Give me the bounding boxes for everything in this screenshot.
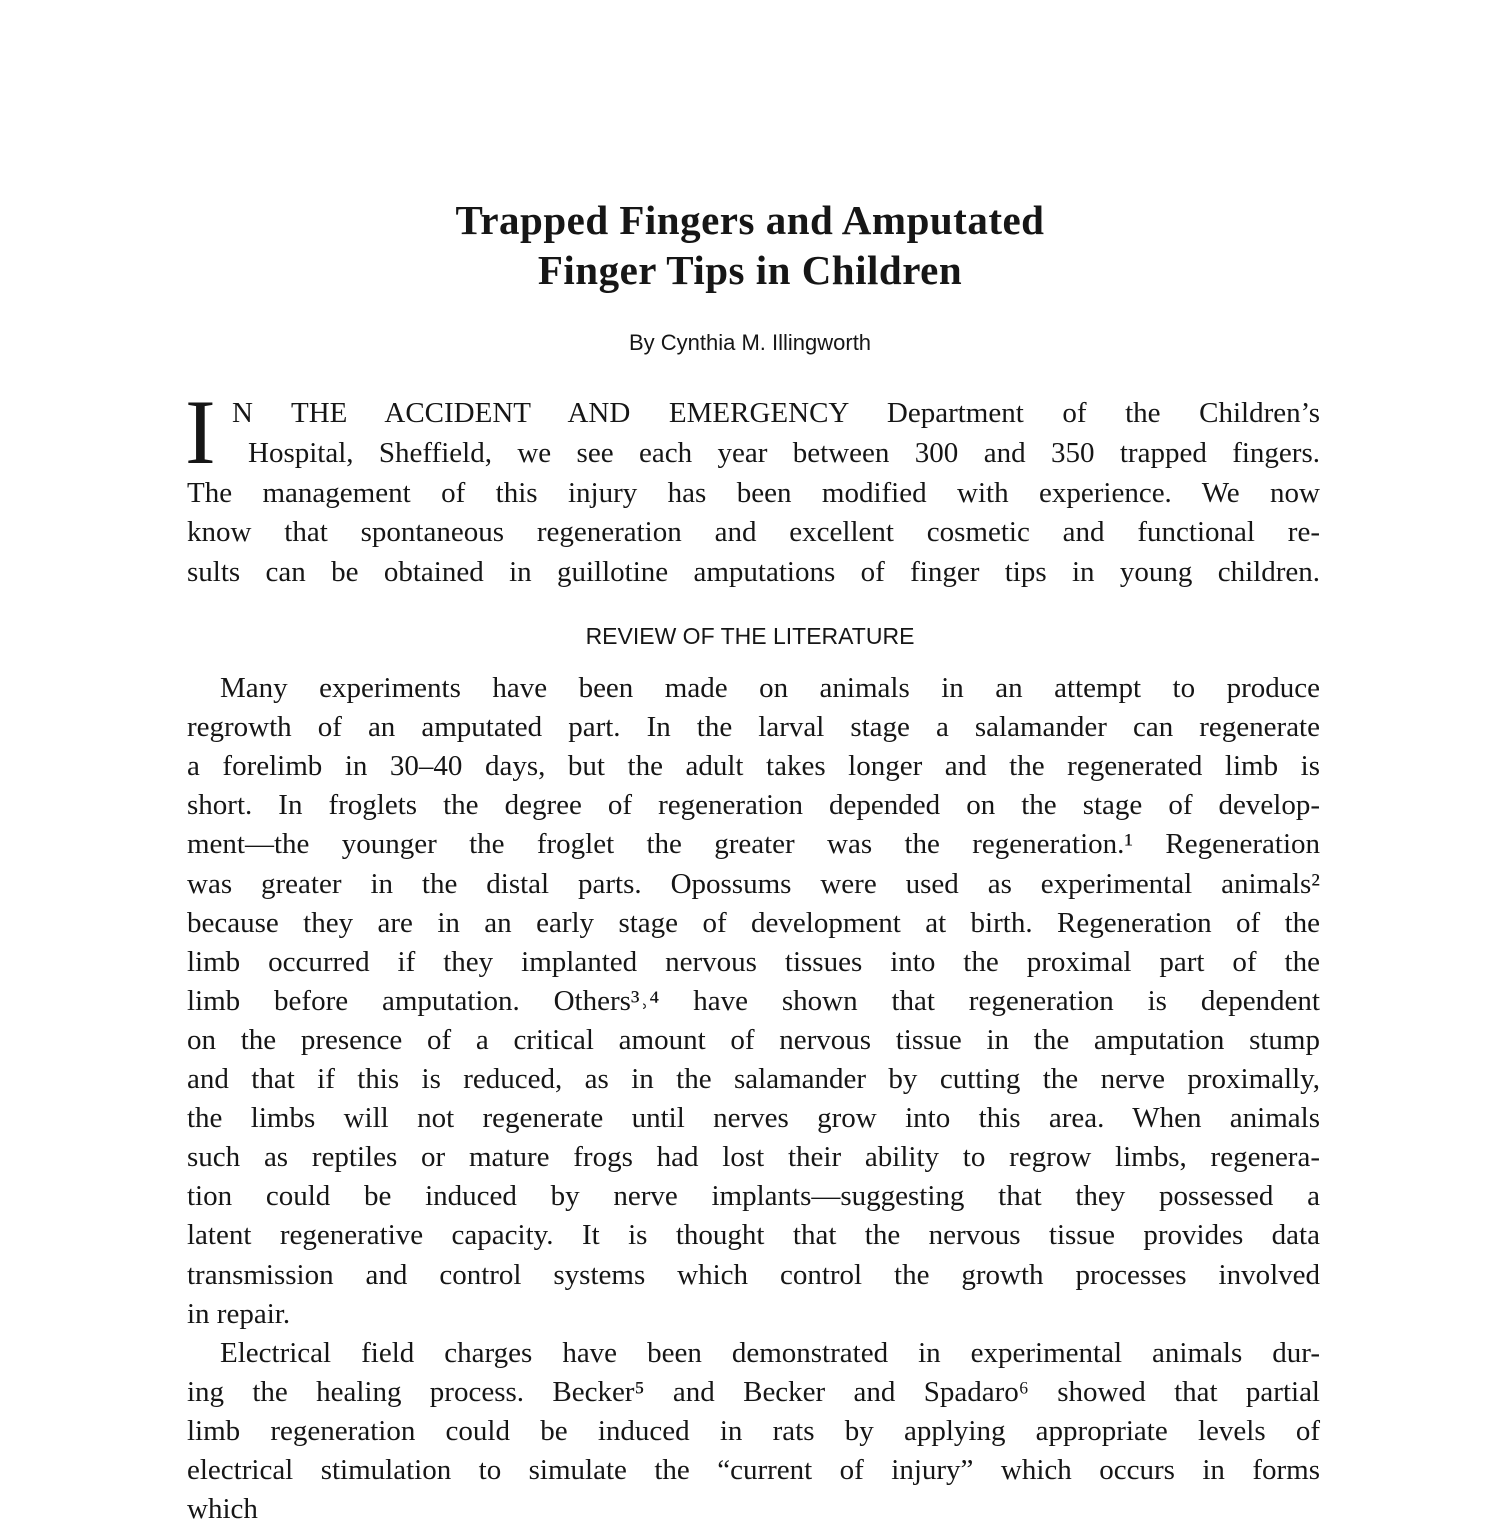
text-line: short. In froglets the degree of regeneration depended on the stage of develop- [187,789,1320,822]
text-line: ing the healing process. Becker⁵ and Becker and Spadaro⁶ showed that partial [187,1376,1320,1409]
title-line-2: Finger Tips in Children [537,247,963,293]
text-line: was greater in the distal parts. Opossums were used as experimental animals² [187,867,1320,900]
intro-line: The management of this injury has been modified with experience. We now [187,477,1320,509]
text-line: limb before amputation. Others³˒⁴ have shown that regeneration is dependent [187,984,1320,1017]
text-line: Many experiments have been made on animals in an attempt to produce [220,672,1320,704]
text-line: transmission and control systems which control the growth processes involved [187,1258,1320,1291]
text-line: in repair. [187,1297,291,1330]
text-line: the limbs will not regenerate until nerves grow into this area. When animals [187,1102,1320,1135]
intro-line: N THE ACCIDENT AND EMERGENCY Department of the Children’s [232,397,1320,429]
text-line: Electrical field charges have been demonstrated in experimental animals dur- [220,1337,1320,1369]
text-line: because they are in an early stage of development at birth. Regeneration of the [187,906,1320,939]
drop-cap: I [185,381,216,483]
intro-line: Hospital, Sheffield, we see each year between 300 and 350 trapped fingers. [248,437,1320,469]
intro-line: know that spontaneous regeneration and excellent cosmetic and functional re- [187,516,1320,548]
text-line: regrowth of an amputated part. In the larval stage a salamander can regenerate [187,711,1320,744]
text-line: on the presence of a critical amount of nervous tissue in the amputation stump [187,1023,1320,1056]
intro-line: sults can be obtained in guillotine amputations of finger tips in young children. [187,556,1320,588]
text-line: such as reptiles or mature frogs had lost their ability to regrow limbs, regenera- [187,1141,1320,1174]
text-line: a forelimb in 30–40 days, but the adult takes longer and the regenerated limb is [187,750,1320,783]
author-byline: By Cynthia M. Illingworth [628,330,872,355]
text-line: limb regeneration could be induced in rats by applying appropriate levels of [187,1415,1320,1448]
text-line: latent regenerative capacity. It is thought that the nervous tissue provides data [187,1219,1320,1252]
text-line: limb occurred if they implanted nervous tissues into the proximal part of the [187,945,1320,978]
text-line: and that if this is reduced, as in the salamander by cutting the nerve proximally, [187,1063,1320,1095]
text-line: electrical stimulation to simulate the “current of injury” which occurs in forms [187,1454,1320,1487]
title-line-1: Trapped Fingers and Amputated [455,197,1045,243]
text-line: tion could be induced by nerve implants—suggesting that they possessed a [187,1180,1320,1213]
text-line: ment—the younger the froglet the greater was the regeneration.¹ Regeneration [187,828,1320,861]
text-line: which [187,1493,258,1526]
section-heading: REVIEW OF THE LITERATURE [585,623,915,649]
